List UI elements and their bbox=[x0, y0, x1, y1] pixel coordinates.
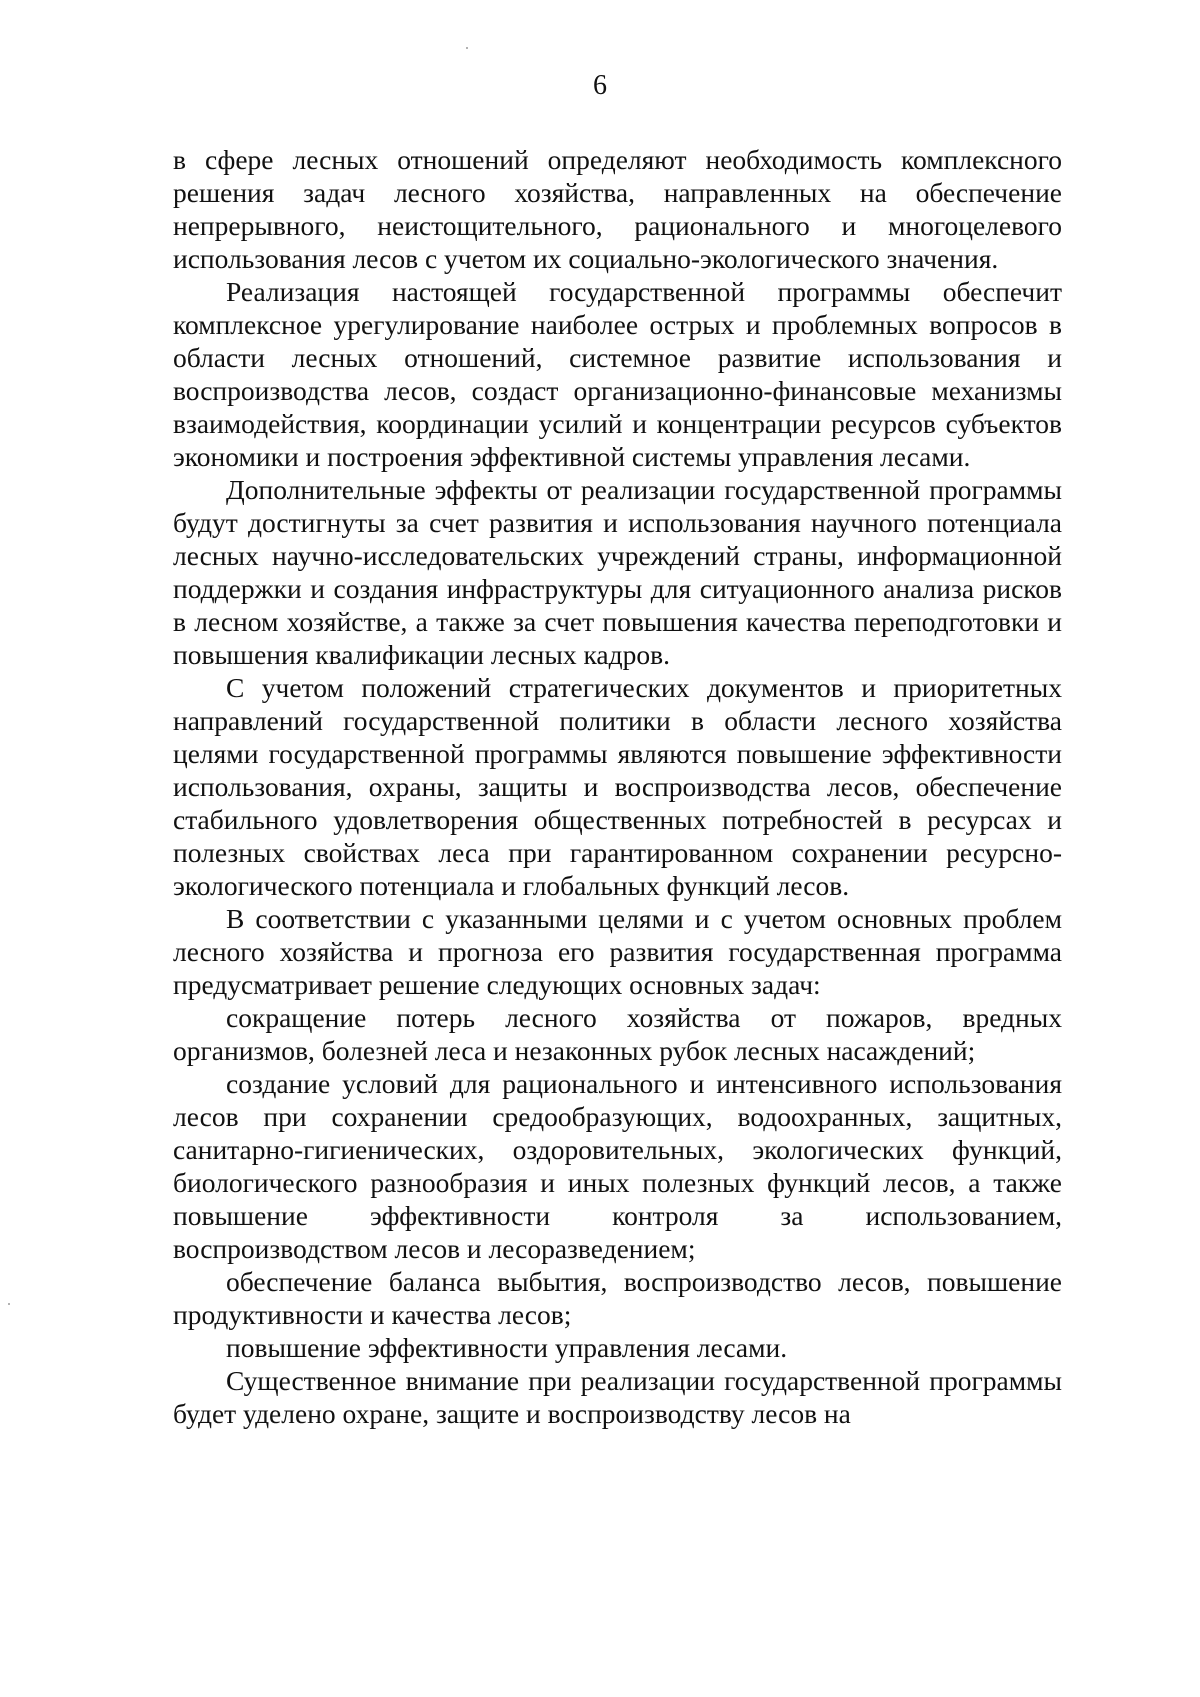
scan-speck bbox=[466, 47, 468, 49]
document-body bbox=[173, 143, 1062, 1430]
paragraph-implementation: Реализация настоящей государственной программы обеспечит комплексное урегулирование наиболее острых и проблемных вопросов в области лесных отношений, системное развитие использования и воспроизводства лесов, создаст организационно-финансовые механизмы взаимодействия, координации усилий и концентрации ресурсов субъектов экономики и построения эффективной системы управления лесами. bbox=[173, 276, 1062, 472]
task-item: создание условий для рационального и интенсивного использования лесов при сохранении средообразующих, водоохранных, защитных, санитарно-гигиенических, оздоровительных, экологических функций, биологического разнообразия и иных полезных функций лесов, а также повышение эффективности контроля за использованием, воспроизводством лесов и лесоразведением; bbox=[173, 1068, 1062, 1264]
paragraph-tasks-intro: В соответствии с указанными целями и с учетом основных проблем лесного хозяйства и прогноза его развития государственная программа предусматривает решение следующих основных задач: bbox=[173, 903, 1062, 1000]
task-item: обеспечение баланса выбытия, воспроизводство лесов, повышение продуктивности и качества лесов; bbox=[173, 1266, 1062, 1330]
task-item: повышение эффективности управления лесами. bbox=[226, 1332, 788, 1363]
paragraph-attention: Существенное внимание при реализации государственной программы будет уделено охране, защите и воспроизводству лесов на bbox=[173, 1365, 1062, 1429]
task-item: сокращение потерь лесного хозяйства от пожаров, вредных организмов, болезней леса и незаконных рубок лесных насаждений; bbox=[173, 1002, 1062, 1066]
paragraph-additional-effects: Дополнительные эффекты от реализации государственной программы будут достигнуты за счет развития и использования научного потенциала лесных научно-исследовательских учреждений страны, информационной поддержки и создания инфраструктуры для ситуационного анализа рисков в лесном хозяйстве, а также за счет повышения качества переподготовки и повышения квалификации лесных кадров. bbox=[173, 474, 1062, 670]
paragraph-continuation: в сфере лесных отношений определяют необходимость комплексного решения задач лесного хозяйства, направленных на обеспечение непрерывного, неистощительного, рационального и многоцелевого использования лесов с учетом их социально-экологического значения. bbox=[173, 144, 1062, 274]
scan-speck bbox=[8, 1303, 10, 1305]
paragraph-goals: С учетом положений стратегических документов и приоритетных направлений государственной политики в области лесного хозяйства целями государственной программы являются повышение эффективности использования, охраны, защиты и воспроизводства лесов, обеспечение стабильного удовлетворения общественных потребностей в ресурсах и полезных свойствах леса при гарантированном сохранении ресурсно-экологического потенциала и глобальных функций лесов. bbox=[173, 672, 1062, 901]
page-number: 6 bbox=[593, 70, 607, 101]
